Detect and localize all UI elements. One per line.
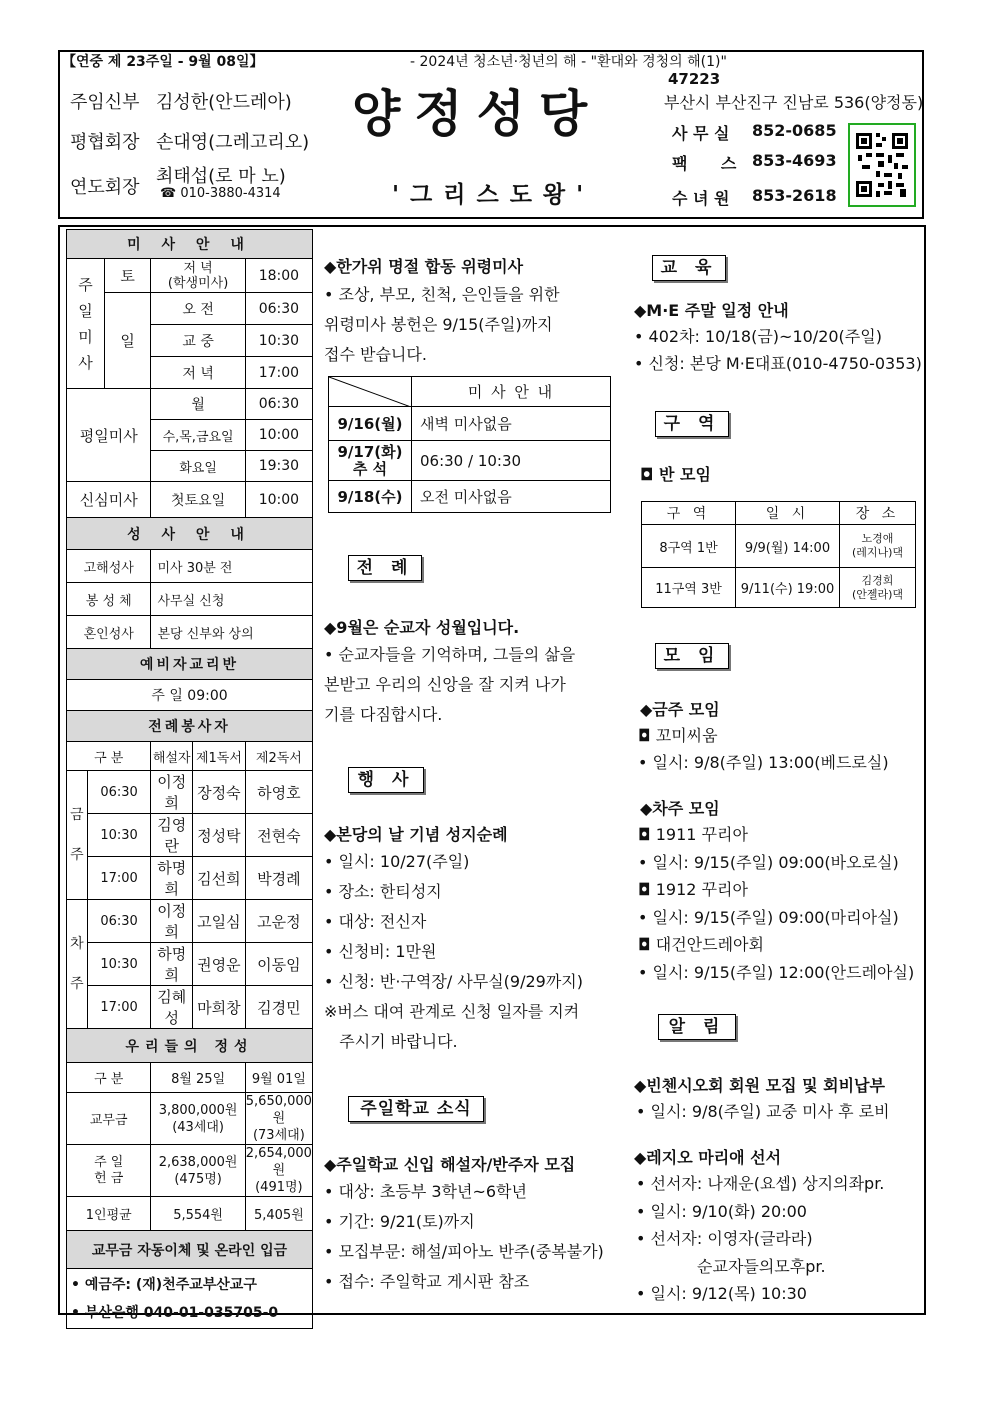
zone-datetime: 9/11(수) 19:00	[736, 568, 840, 608]
text-line: • 일시: 10/27(주일)	[324, 852, 470, 871]
contact-label: 수 녀 원	[672, 189, 730, 208]
text-line: 접수 받습니다.	[324, 345, 427, 364]
offering-col: 구 분	[67, 1063, 151, 1093]
server-name: 김영란	[151, 814, 193, 857]
holiday-date: 9/18(수)	[329, 481, 412, 513]
mass-slot: 월	[151, 389, 245, 420]
section-label-zone: 구 역	[655, 411, 729, 437]
mass-time: 06:30	[245, 389, 312, 420]
text-line: • 선서자: 나재운(요셉) 상지의좌pr.	[636, 1174, 885, 1193]
pilgrimage-text	[324, 847, 624, 1057]
section-title-martyrs: ◆9월은 순교자 성월입니다.	[324, 618, 520, 637]
text-line: • 신청: 반·구역장/ 사무실(9/29까지)	[324, 972, 583, 991]
text-line: • 일시: 9/10(화) 20:00	[636, 1201, 807, 1221]
holiday-info: 06:30 / 10:30	[412, 441, 611, 481]
text-line: ◘ 1912 꾸리아	[638, 880, 748, 899]
text-line: ◘ 대건안드레아회	[638, 935, 764, 954]
contact-number: 853-2618	[752, 186, 837, 205]
section-label-event: 행 사	[348, 767, 424, 793]
text-line: • 대상: 전신자	[324, 912, 427, 931]
holiday-date: 9/16(월)	[329, 407, 412, 441]
staff-role: 주임신부	[70, 92, 140, 113]
phone-number: ☎ 010-3880-4314	[160, 186, 281, 201]
offering-count: (491명)	[255, 1180, 303, 1195]
text-line: • 일시: 9/8(주일) 13:00(베드로실)	[638, 753, 889, 772]
offering-key: 1인평균	[67, 1197, 151, 1231]
zone-table	[641, 501, 916, 608]
holiday-info: 새벽 미사없음	[412, 407, 611, 441]
year-theme: - 2024년 청소년·청년의 해 - "환대와 경청의 해(1)"	[410, 54, 727, 70]
server-name: 김선희	[193, 857, 246, 900]
server-name: 마희창	[193, 986, 246, 1029]
sacrament-key: 고해성사	[67, 550, 151, 583]
offering-amount: 5,405원	[245, 1197, 312, 1231]
address: 부산시 부산진구 진남로 536(양정동)	[664, 93, 924, 112]
servers-col: 제1독서	[193, 742, 246, 771]
account-holder: • 예금주: (재)천주교부산교구	[71, 1276, 257, 1293]
text-line: 순교자들의모후pr.	[636, 1256, 826, 1276]
servers-col: 구 분	[67, 742, 151, 771]
server-name: 이동임	[245, 943, 312, 986]
catechumen-time: 주 일 09:00	[67, 680, 313, 711]
church-name: 양정성당	[352, 84, 602, 143]
contact-number: 853-4693	[752, 151, 837, 170]
offering-key: 교무금	[67, 1093, 151, 1145]
devotion-mass-label: 신심미사	[67, 482, 151, 518]
staff-role: 평협회장	[70, 132, 140, 153]
offering-amount: 5,650,000원	[245, 1094, 312, 1126]
text-line: 기를 다짐합시다.	[324, 705, 443, 724]
offering-amount: 2,638,000원	[158, 1154, 238, 1170]
text-line: • 모집부문: 해설/피아노 반주(중복불가)	[324, 1242, 604, 1261]
section-title-me: ◆M·E 주말 일정 안내	[634, 301, 789, 320]
text-line: 주시기 바랍니다.	[324, 1032, 458, 1051]
server-time: 17:00	[87, 857, 151, 900]
zone-name: 8구역 1반	[642, 525, 736, 568]
staff-name: 손대영(그레고리오)	[156, 132, 310, 153]
servers-col: 제2독서	[245, 742, 312, 771]
section-label-liturgy: 전 례	[348, 555, 422, 581]
text-line: • 선서자: 이영자(글라라)	[636, 1229, 813, 1248]
offering-amount: 3,800,000원	[158, 1102, 238, 1118]
sat-slot: 저 녁 (학생미사)	[151, 259, 245, 293]
text-line: • 접수: 주일학교 게시판 참조	[324, 1272, 530, 1291]
offering-count: (475명)	[174, 1171, 222, 1187]
vincent-text	[636, 1098, 890, 1125]
text-line: • 대상: 초등부 3학년~6학년	[324, 1182, 527, 1201]
mass-slot: 수,목,금요일	[151, 420, 245, 451]
holiday-mass-table	[328, 376, 611, 513]
server-time: 06:30	[87, 771, 151, 814]
holiday-head: 미 사 안 내	[412, 377, 611, 407]
mass-slot: 첫토요일	[151, 482, 245, 518]
holiday-date: 9/17(화) 추 석	[329, 441, 412, 481]
section-title-next-week: ◆차주 모임	[640, 799, 720, 818]
sacrament-title: 성 사 안 내	[67, 518, 313, 550]
recruit-text	[324, 1177, 624, 1297]
offering-amount: 2,654,000원	[245, 1146, 312, 1178]
staff-name: 김성한(안드레아)	[156, 92, 292, 113]
server-time: 06:30	[87, 900, 151, 943]
next-week-label: 차 주	[67, 900, 88, 1029]
server-name: 고운정	[245, 900, 312, 943]
text-line: • 일시: 9/15(주일) 12:00(안드레아실)	[638, 962, 915, 982]
section-title-vincent: ◆빈첸시오회 회원 모집 및 회비납부	[634, 1076, 885, 1095]
text-line: • 일시: 9/8(주일) 교중 미사 후 로비	[636, 1102, 890, 1121]
staff-name: 최태섭(로 마 노)	[156, 166, 286, 187]
sat-time: 18:00	[245, 259, 312, 293]
server-name: 하명희	[151, 857, 193, 900]
text-line: • 조상, 부모, 친척, 은인들을 위한	[324, 285, 560, 304]
server-name: 정성탁	[193, 814, 246, 857]
text-line: ◘ 1911 꾸리아	[638, 825, 748, 844]
server-time: 10:30	[87, 814, 151, 857]
server-name: 장정숙	[193, 771, 246, 814]
text-line: • 장소: 한티성지	[324, 882, 442, 901]
server-time: 10:30	[87, 943, 151, 986]
text-line: • 신청: 본당 M·E대표(010-4750-0353)	[634, 354, 922, 373]
server-name: 전현숙	[245, 814, 312, 857]
legio-text	[636, 1170, 884, 1308]
zone-datetime: 9/9(월) 14:00	[736, 525, 840, 568]
mass-time: 17:00	[245, 357, 312, 389]
diagonal-cell	[329, 377, 412, 407]
sacrament-key: 봉 성 체	[67, 583, 151, 616]
offering-col: 9월 01일	[245, 1063, 312, 1093]
bank-account: • 부산은행 040-01-035705-0	[71, 1304, 279, 1321]
sacrament-key: 혼인성사	[67, 616, 151, 649]
memorial-text	[324, 280, 614, 370]
section-label-education: 교 육	[652, 255, 726, 281]
zone-place: 김경희 (안젤라)댁	[840, 568, 916, 608]
auto-transfer-title: 교무금 자동이체 및 온라인 입금	[67, 1231, 313, 1269]
offering-key: 주 일 헌 금	[67, 1145, 151, 1197]
text-line: • 일시: 9/15(주일) 09:00(마리아실)	[638, 907, 899, 927]
section-title-ban: ◘ 반 모임	[640, 465, 711, 484]
zone-name: 11구역 3반	[642, 568, 736, 608]
holiday-info: 오전 미사없음	[412, 481, 611, 513]
mass-slot: 저 녁	[151, 357, 245, 389]
section-title-this-week: ◆금주 모임	[640, 700, 720, 719]
offering-title: 우리들의 정성	[67, 1029, 313, 1063]
text-line: • 기간: 9/21(토)까지	[324, 1212, 475, 1231]
section-title-memorial: ◆한가위 명절 합동 위령미사	[324, 257, 524, 276]
mass-time: 06:30	[245, 293, 312, 325]
mass-slot: 화요일	[151, 451, 245, 482]
servers-title: 전례봉사자	[67, 711, 313, 742]
staff-role: 연도회장	[70, 177, 140, 198]
offering-count: (73세대)	[252, 1128, 305, 1143]
patron-subtitle: '그리스도왕'	[392, 181, 595, 208]
section-label-notice: 알 림	[658, 1014, 736, 1040]
server-name: 김혜성	[151, 986, 193, 1029]
postal-code: 47223	[668, 70, 721, 88]
text-line: 위령미사 봉헌은 9/15(주일)까지	[324, 315, 553, 334]
text-line: ※버스 대여 관계로 신청 일자를 지켜	[324, 1002, 580, 1021]
mass-time: 10:00	[245, 482, 312, 518]
sacrament-value: 미사 30분 전	[151, 550, 313, 583]
this-week-text	[638, 722, 889, 776]
mass-title: 미 사 안 내	[67, 230, 313, 259]
zone-place: 노경애 (레지나)댁	[840, 525, 916, 568]
server-name: 고일심	[193, 900, 246, 943]
mass-slot: 교 중	[151, 325, 245, 357]
zone-col: 장 소	[840, 502, 916, 525]
catechumen-title: 예비자교리반	[67, 649, 313, 680]
sacrament-value: 본당 신부와 상의	[151, 616, 313, 649]
offering-count: (43세대)	[172, 1119, 224, 1135]
text-line: • 신청비: 1만원	[324, 942, 437, 961]
section-title-recruit: ◆주일학교 신입 해설자/반주자 모집	[324, 1155, 576, 1174]
zone-col: 일 시	[736, 502, 840, 525]
servers-col: 해설자	[151, 742, 193, 771]
zone-col: 구 역	[642, 502, 736, 525]
server-name: 김경민	[245, 986, 312, 1029]
mass-time: 19:30	[245, 451, 312, 482]
next-week-text	[638, 821, 914, 986]
section-label-meeting: 모 임	[655, 643, 729, 669]
sunday-mass-label: 주 일 미 사	[67, 259, 105, 389]
mass-time: 10:30	[245, 325, 312, 357]
contact-label: 팩 스	[672, 154, 737, 173]
me-text	[634, 323, 922, 377]
server-name: 이정희	[151, 771, 193, 814]
left-info-table	[66, 229, 313, 1329]
text-line: • 402차: 10/18(금)~10/20(주일)	[634, 327, 882, 346]
martyrs-text	[324, 640, 614, 730]
section-title-pilgrimage: ◆본당의 날 기념 성지순례	[324, 825, 508, 844]
weekday-mass-label: 평일미사	[67, 389, 151, 482]
server-name: 이정희	[151, 900, 193, 943]
week-label: 【연중 제 23주일 - 9월 08일】	[62, 54, 264, 70]
text-line: • 일시: 9/12(목) 10:30	[636, 1284, 807, 1303]
contact-number: 852-0685	[752, 121, 837, 140]
server-name: 하명희	[151, 943, 193, 986]
section-label-sunday-school: 주일학교 소식	[348, 1096, 484, 1122]
this-week-label: 금 주	[67, 771, 88, 900]
contact-label: 사 무 실	[672, 124, 730, 143]
server-name: 권영운	[193, 943, 246, 986]
server-name: 박경례	[245, 857, 312, 900]
server-time: 17:00	[87, 986, 151, 1029]
text-line: 본받고 우리의 신앙을 잘 지켜 나가	[324, 675, 566, 694]
mass-time: 10:00	[245, 420, 312, 451]
text-line: • 일시: 9/15(주일) 09:00(바오로실)	[638, 852, 899, 872]
section-title-legio: ◆레지오 마리애 선서	[634, 1148, 782, 1167]
offering-col: 8월 25일	[151, 1063, 245, 1093]
sun-day: 일	[104, 293, 151, 389]
offering-amount: 5,554원	[151, 1197, 245, 1231]
text-line: ◘ 꼬미씨움	[638, 726, 718, 745]
server-name: 하영호	[245, 771, 312, 814]
sat-day: 토	[104, 259, 151, 293]
mass-slot: 오 전	[151, 293, 245, 325]
sacrament-value: 사무실 신청	[151, 583, 313, 616]
text-line: • 순교자들을 기억하며, 그들의 삶을	[324, 645, 576, 664]
qr-code-icon[interactable]	[848, 123, 916, 207]
